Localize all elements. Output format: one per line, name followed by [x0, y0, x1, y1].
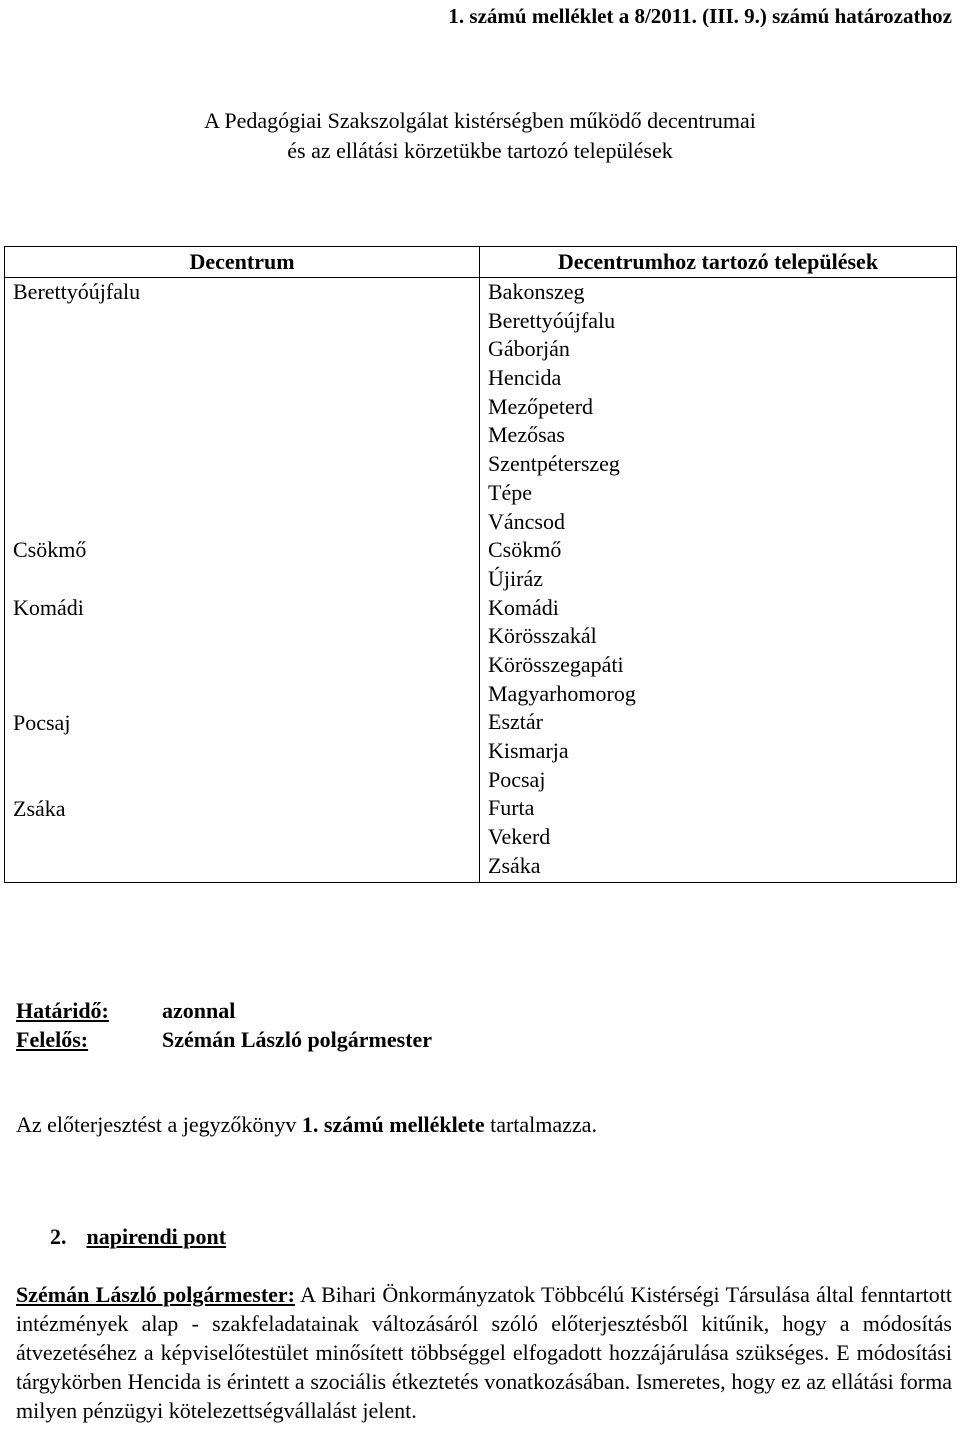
settlement-item: Kismarja — [488, 738, 569, 763]
settlement-item: Körösszegapáti — [488, 651, 624, 677]
decentrum-table — [4, 246, 957, 883]
settlement-item: Furta — [488, 795, 535, 821]
title-line-2: és az ellátási körzetükbe tartozó települések — [287, 138, 673, 163]
header-decentrum: Decentrum — [5, 247, 480, 278]
agenda-number: 2. — [50, 1224, 67, 1249]
decentrum-cell — [5, 278, 480, 883]
speech-paragraph — [16, 1280, 952, 1425]
speech-text: A Bihari Önkormányzatok Többcélú Kistérségi Társulása által fenntartott intézmények alap - szakfeladatainak változásáról szóló előterjesztésből kitűnik, hogy a módosítás átvezetéséhez a képviselőtestület minősített többséggel elfogadott hozzájárulása szükséges. E módosítási tárgykörben Hencida is érintett a szociális étkeztetés vonatkozásában. Ismeretes, hogy ez az ellátási forma milyen pénzügyi kötelezettségvállalást jelent. — [16, 1282, 952, 1423]
deadline-value: azonnal — [162, 998, 236, 1023]
settlement-item: Mezőpeterd — [488, 393, 594, 419]
responsible-label: Felelős: — [16, 1027, 89, 1052]
speaker-name: Szémán László polgármester: — [16, 1282, 296, 1307]
agenda-title: napirendi pont — [86, 1224, 227, 1249]
decentrum-name: Pocsaj — [13, 709, 71, 735]
settlement-item: Berettyóújfalu — [488, 307, 616, 333]
document-title — [0, 106, 960, 166]
settlement-item: Hencida — [488, 365, 562, 391]
settlement-item: Tépe — [488, 479, 532, 505]
settlement-item: Szentpéterszeg — [488, 451, 620, 477]
deadline-label: Határidő: — [16, 998, 109, 1023]
decentrum-list — [5, 278, 479, 882]
annex-header: 1. számú melléklet a 8/2011. (III. 9.) számú határozathoz — [448, 4, 952, 28]
settlement-item: Csökmő — [488, 537, 562, 563]
settlements-cell — [480, 278, 957, 883]
responsible-value: Szémán László polgármester — [162, 1027, 433, 1052]
statement-after: tartalmazza. — [484, 1112, 597, 1137]
decentrum-name: Csökmő — [13, 537, 87, 563]
settlement-item: Körösszakál — [488, 623, 597, 649]
settlement-item: Pocsaj — [488, 766, 546, 792]
settlement-item: Zsáka — [488, 852, 541, 878]
settlement-item: Gáborján — [488, 336, 570, 362]
settlement-list — [488, 278, 956, 880]
settlement-item: Magyarhomorog — [488, 680, 636, 706]
settlement-item: Esztár — [488, 709, 543, 735]
settlement-item: Bakonszeg — [488, 279, 585, 304]
settlement-item: Vekerd — [488, 824, 551, 850]
statement-bold: 1. számú melléklete — [301, 1112, 485, 1137]
agenda-heading — [50, 1224, 226, 1250]
statement-line — [16, 1112, 597, 1138]
header-settlements: Decentrumhoz tartozó települések — [480, 247, 957, 278]
statement-before: Az előterjesztést a jegyzőkönyv — [16, 1112, 302, 1137]
decentrum-name: Komádi — [13, 594, 84, 620]
settlement-item: Komádi — [488, 594, 559, 620]
settlement-item: Újiráz — [488, 565, 543, 591]
decentrum-name: Zsáka — [13, 795, 66, 821]
title-line-1: A Pedagógiai Szakszolgálat kistérségben működő decentrumai — [204, 108, 756, 133]
settlement-item: Váncsod — [488, 508, 565, 534]
decentrum-name: Berettyóújfalu — [13, 279, 141, 304]
settlement-item: Mezősas — [488, 422, 565, 448]
deadline-block — [16, 996, 432, 1054]
